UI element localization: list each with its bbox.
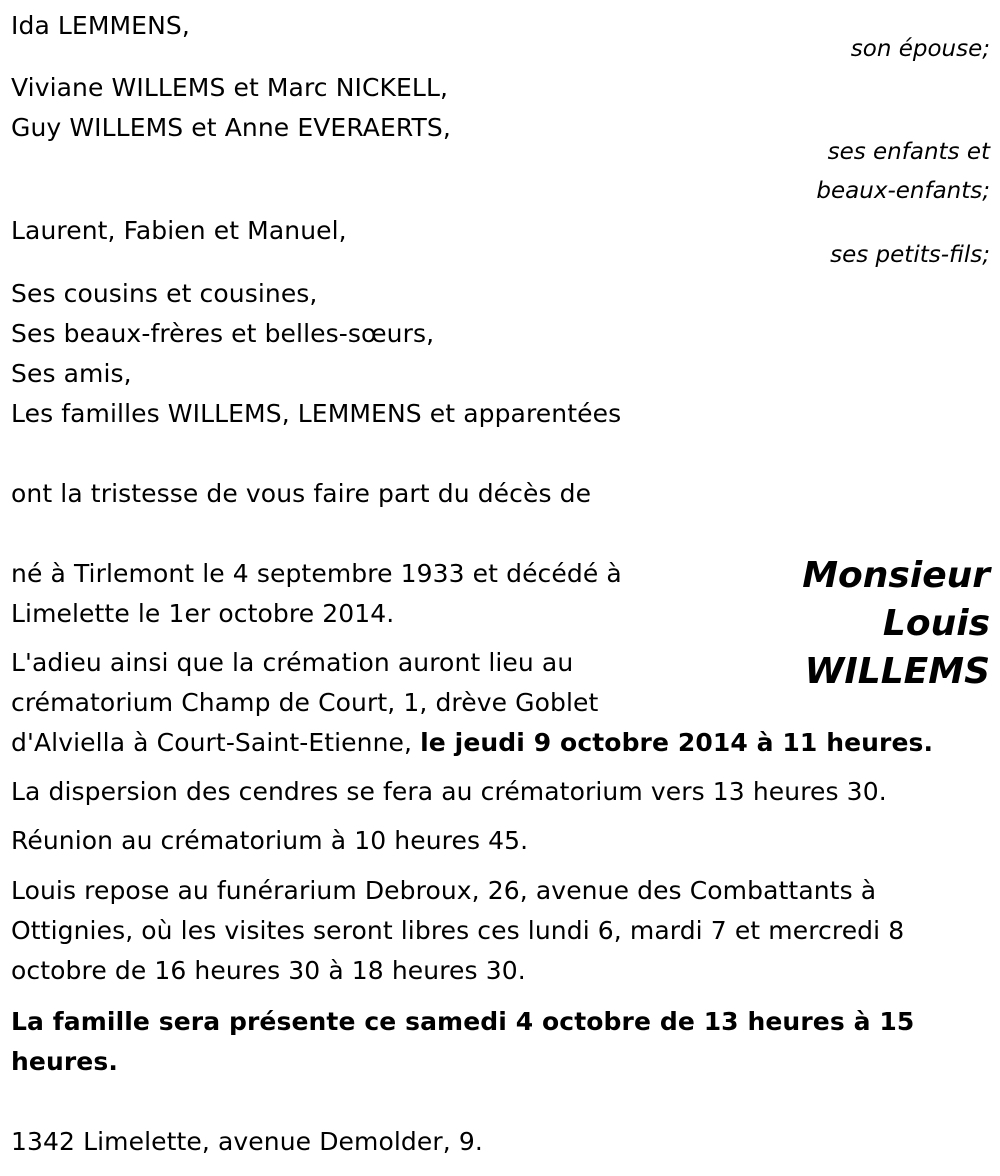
- relatives-line-3: Ses amis,: [11, 359, 132, 388]
- relatives-line-2: Ses beaux-frères et belles-sœurs,: [11, 319, 435, 348]
- visit-line-3: octobre de 16 heures 30 à 18 heures 30.: [11, 956, 526, 985]
- deceased-title: Monsieur: [802, 555, 990, 596]
- spouse-name: Ida LEMMENS,: [11, 11, 190, 40]
- spouse-role: son épouse;: [850, 36, 990, 62]
- grandchildren-name: Laurent, Fabien et Manuel,: [11, 216, 347, 245]
- reunion-text: Réunion au crématorium à 10 heures 45.: [11, 826, 529, 855]
- relatives-line-4: Les familles WILLEMS, LEMMENS et apparentées: [11, 399, 622, 428]
- birth-line-2: Limelette le 1er octobre 2014.: [11, 599, 395, 628]
- deceased-last-name: WILLEMS: [804, 651, 990, 692]
- deceased-name: [802, 552, 990, 696]
- ceremony-location: d'Alviella à Court-Saint-Etienne,: [11, 728, 413, 757]
- dispersion-text: La dispersion des cendres se fera au crématorium vers 13 heures 30.: [11, 777, 887, 806]
- children-line-2: Guy WILLEMS et Anne EVERAERTS,: [11, 113, 451, 142]
- ceremony-date: le jeudi 9 octobre 2014 à 11 heures.: [420, 728, 934, 757]
- birth-line-1: né à Tirlemont le 4 septembre 1933 et décédé à: [11, 559, 622, 588]
- visit-line-2: Ottignies, où les visites seront libres ces lundi 6, mardi 7 et mercredi 8: [11, 916, 905, 945]
- visit-line-1: Louis repose au funérarium Debroux, 26, avenue des Combattants à: [11, 876, 877, 905]
- children-role-line-2: beaux-enfants;: [816, 178, 990, 204]
- grandchildren-role: ses petits-fils;: [830, 242, 990, 268]
- ceremony-line-2: crématorium Champ de Court, 1, drève Goblet: [11, 688, 599, 717]
- children-role-line-1: ses enfants et: [827, 139, 990, 165]
- ceremony-line-1: L'adieu ainsi que la crémation auront lieu au: [11, 648, 574, 677]
- family-present-line-2: heures.: [11, 1047, 118, 1076]
- children-line-1: Viviane WILLEMS et Marc NICKELL,: [11, 73, 449, 102]
- announcement-text: ont la tristesse de vous faire part du décès de: [11, 479, 592, 508]
- ceremony-line-3: [11, 723, 933, 763]
- family-present-line-1: La famille sera présente ce samedi 4 octobre de 13 heures à 15: [11, 1007, 915, 1036]
- deceased-first-name: Louis: [882, 603, 990, 644]
- relatives-line-1: Ses cousins et cousines,: [11, 279, 318, 308]
- address: 1342 Limelette, avenue Demolder, 9.: [11, 1127, 483, 1156]
